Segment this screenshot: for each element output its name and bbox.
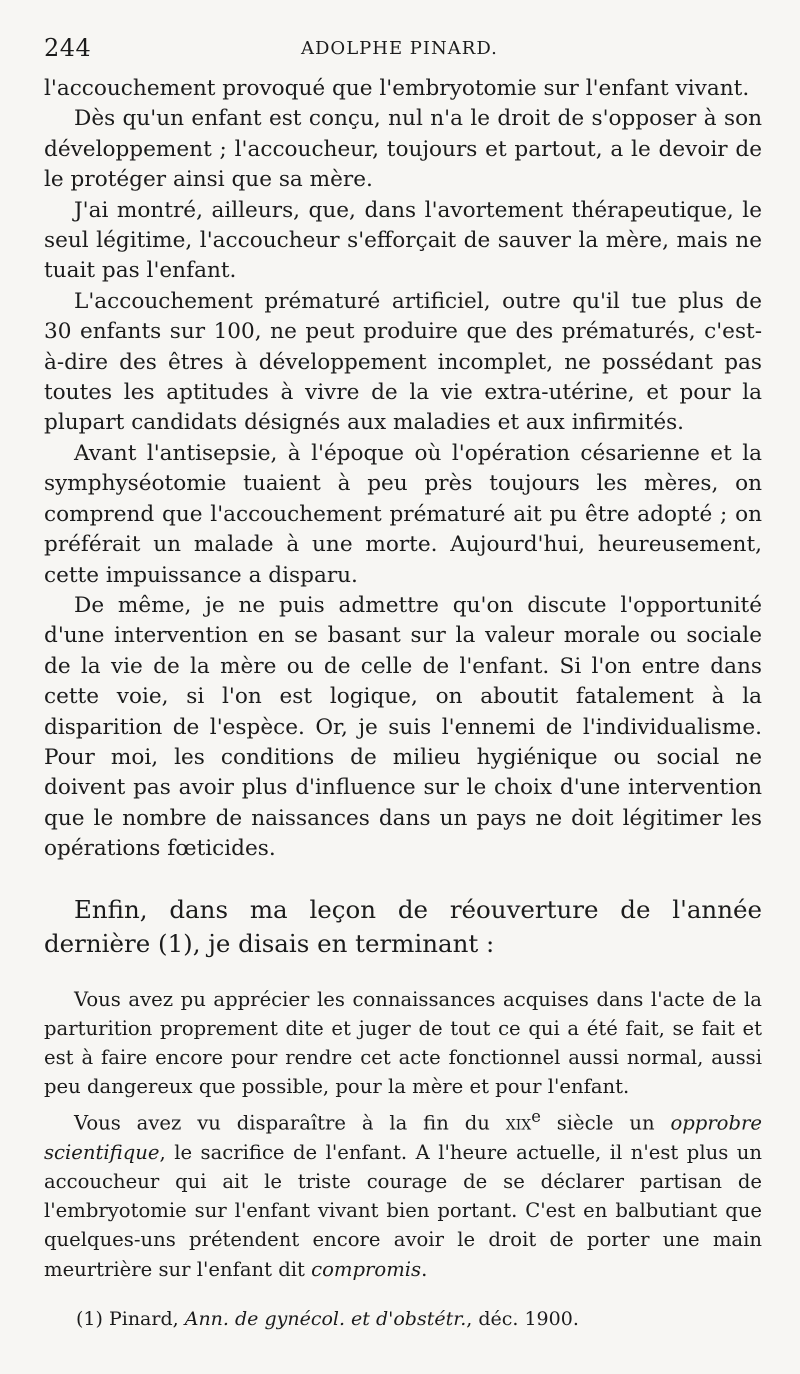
lead-paragraph: Enfin, dans ma leçon de réouverture de l'année dernière (1), je disais en terminant :: [44, 894, 762, 958]
footnote-author: Pinard,: [102, 1308, 185, 1330]
quoted-paragraph: [44, 1102, 762, 1284]
quote-text: Vous avez vu disparaître à la fin du: [74, 1111, 506, 1135]
quote-text: .: [421, 1257, 428, 1281]
running-head: ADOLPHE PINARD.: [301, 38, 498, 59]
body-paragraph: l'accouchement provoqué que l'embryotomie sur l'enfant vivant.: [44, 76, 750, 101]
body-paragraph: Dès qu'un enfant est conçu, nul n'a le droit de s'opposer à son développement ; l'accoucheur, toujours et partout, a le devoir de le protéger ainsi que sa mère.: [44, 106, 762, 193]
footnote-date: , déc. 1900.: [466, 1308, 579, 1330]
quote-text: , le sacrifice de l'enfant. A l'heure actuelle, il n'est plus un accoucheur qui ait le triste courage de se déclarer partisan de l'embryotomie sur l'enfant vivant bien portant. C'est en balbutiant que quelques-uns prétendent encore avoir le droit de porter une main meurtrière sur l'enfant dit: [44, 1140, 762, 1281]
superscript: e: [531, 1106, 541, 1126]
quoted-paragraph: Vous avez pu apprécier les connaissances acquises dans l'acte de la parturition proprement dite et juger de tout ce qui a été fait, se fait et est à faire encore pour rendre cet acte fonctionnel aussi normal, aussi peu dangereux que possible, pour la mère et pour l'enfant.: [44, 987, 762, 1099]
century-numeral: xix: [505, 1111, 532, 1135]
page-header: [44, 34, 760, 64]
quote-text: siècle un: [540, 1111, 671, 1135]
italic-phrase: opprobre scientifique: [44, 1111, 762, 1164]
italic-phrase: compromis: [311, 1257, 422, 1281]
body-paragraph: L'accouchement prématuré artificiel, outre qu'il tue plus de 30 enfants sur 100, ne peut produire que des prématurés, c'est-à-dire des êtres à développement incomplet, ne possédant pas toutes les aptitudes à vivre de la vie extra-utérine, et pour la plupart candidats désignés aux maladies et aux infirmités.: [44, 288, 762, 436]
footnote: [76, 1306, 579, 1332]
page-body: [44, 74, 762, 1284]
body-paragraph: De même, je ne puis admettre qu'on discute l'opportunité d'une intervention en se basant sur la valeur morale ou sociale de la vie de la mère ou de celle de l'enfant. Si l'on entre dans cette voie, si l'on est logique, on aboutit fatalement à la disparition de l'espèce. Or, je suis l'ennemi de l'individualisme. Pour moi, les conditions de milieu hygiénique ou social ne doivent pas avoir plus d'influence sur le choix d'une intervention que le nombre de naissances dans un pays ne doit légitimer les opérations fœticides.: [44, 592, 762, 862]
footnote-marker: (1): [76, 1308, 103, 1330]
page-number: 244: [44, 34, 92, 62]
footnote-journal: Ann. de gynécol. et d'obstétr.: [184, 1308, 467, 1330]
body-paragraph: Avant l'antisepsie, à l'époque où l'opération césarienne et la symphyséotomie tuaient à peu près toujours les mères, on comprend que l'accouchement prématuré ait pu être adopté ; on préférait un malade à une morte. Aujourd'hui, heureusement, cette impuissance a disparu.: [44, 440, 762, 588]
body-paragraph: J'ai montré, ailleurs, que, dans l'avortement thérapeutique, le seul légitime, l'accoucheur s'efforçait de sauver la mère, mais ne tuait pas l'enfant.: [44, 197, 762, 284]
